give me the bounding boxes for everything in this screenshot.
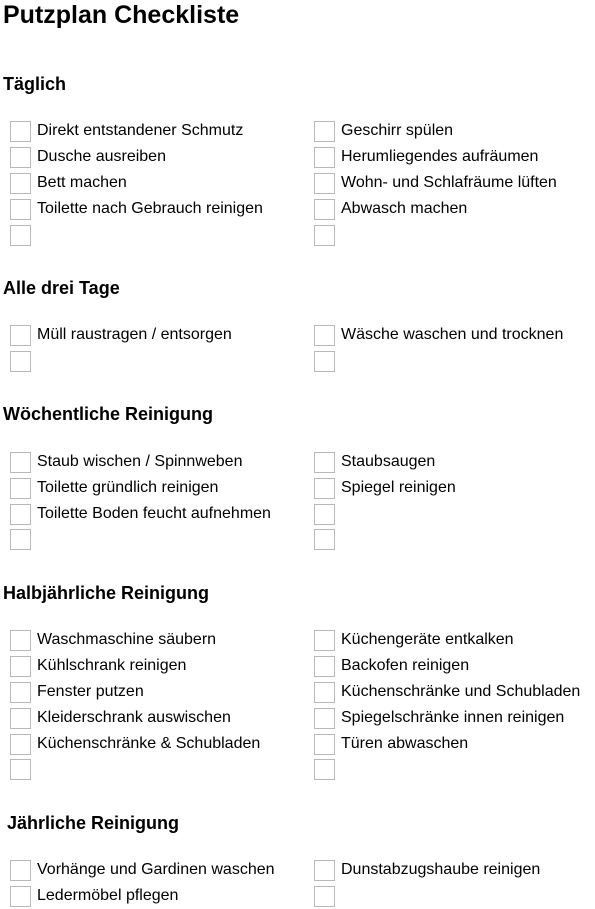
checkbox[interactable] [10,886,31,907]
checklist-item[interactable] [314,146,538,168]
checkbox[interactable] [314,860,335,881]
checkbox[interactable] [10,860,31,881]
checkbox[interactable] [314,121,335,142]
checkbox[interactable] [314,708,335,729]
item-label: Ledermöbel pflegen [37,887,179,904]
checklist-item[interactable] [10,146,166,168]
checkbox[interactable] [314,504,335,525]
checklist-item[interactable] [10,224,37,246]
checkbox[interactable] [314,199,335,220]
checkbox[interactable] [314,478,335,499]
checkbox[interactable] [10,478,31,499]
item-label: Staubsaugen [341,453,436,470]
checkbox[interactable] [314,656,335,677]
checklist-item[interactable] [314,758,341,780]
checkbox[interactable] [10,656,31,677]
checklist-item[interactable] [10,859,275,881]
item-label: Herumliegendes aufräumen [341,148,539,165]
checklist-item[interactable] [10,629,216,651]
item-label: Dusche ausreiben [37,148,166,165]
checklist-item[interactable] [10,885,178,907]
checklist-item[interactable] [10,503,271,525]
checklist-item[interactable] [314,859,540,881]
checklist-item[interactable] [10,324,232,346]
checklist-item[interactable] [314,503,341,525]
item-label: Küchenschränke und Schubladen [341,683,581,700]
item-label: Backofen reinigen [341,657,470,674]
checklist-item[interactable] [10,733,260,755]
item-label: Küchengeräte entkalken [341,631,514,648]
checkbox[interactable] [10,225,31,246]
checkbox[interactable] [10,147,31,168]
item-label: Müll raustragen / entsorgen [37,326,232,343]
item-label: Türen abwaschen [341,735,469,752]
checklist-item[interactable] [314,477,456,499]
checklist-item[interactable] [10,477,218,499]
item-label: Dunstabzugshaube reinigen [341,861,541,878]
checkbox[interactable] [10,682,31,703]
checklist-item[interactable] [10,528,37,550]
section-heading-jaehrlich: Jährliche Reinigung [7,813,180,833]
checklist-item[interactable] [10,120,243,142]
checklist-item[interactable] [10,681,144,703]
checklist-item[interactable] [314,655,469,677]
checklist-item[interactable] [314,451,435,473]
checkbox[interactable] [10,325,31,346]
checkbox[interactable] [314,147,335,168]
checklist-item[interactable] [314,198,467,220]
checklist-item[interactable] [10,655,186,677]
page-title: Putzplan Checkliste [3,1,240,29]
section-heading-taeglich: Täglich [3,74,67,94]
item-label: Toilette Boden feucht aufnehmen [37,505,271,522]
checklist-item[interactable] [314,528,341,550]
checklist-item[interactable] [314,707,564,729]
item-label: Spiegelschränke innen reinigen [341,709,565,726]
checkbox[interactable] [10,734,31,755]
checklist-item[interactable] [314,733,468,755]
checkbox[interactable] [10,630,31,651]
checklist-item[interactable] [10,172,127,194]
section-heading-halbjaehrlich: Halbjährliche Reinigung [3,583,210,603]
checklist-item[interactable] [10,451,242,473]
item-label: Kleiderschrank auswischen [37,709,231,726]
item-label: Geschirr spülen [341,122,454,139]
checkbox[interactable] [314,529,335,550]
checklist-item[interactable] [10,198,263,220]
item-label: Kühlschrank reinigen [37,657,187,674]
checkbox[interactable] [10,173,31,194]
item-label: Bett machen [37,174,127,191]
item-label: Spiegel reinigen [341,479,456,496]
item-label: Toilette gründlich reinigen [37,479,219,496]
checklist-item[interactable] [314,350,341,372]
item-label: Waschmaschine säubern [37,631,217,648]
checkbox[interactable] [314,682,335,703]
item-label: Abwasch machen [341,200,468,217]
section-heading-woechentlich: Wöchentliche Reinigung [3,404,213,424]
checklist-item[interactable] [314,629,514,651]
checkbox[interactable] [314,759,335,780]
checkbox[interactable] [314,173,335,194]
checklist-item[interactable] [314,224,341,246]
checklist-item[interactable] [314,324,563,346]
item-label: Staub wischen / Spinnweben [37,453,243,470]
checkbox[interactable] [10,452,31,473]
item-label: Wohn- und Schlafräume lüften [341,174,557,191]
checklist-item[interactable] [314,681,580,703]
item-label: Fenster putzen [37,683,144,700]
checkbox[interactable] [10,504,31,525]
checkbox[interactable] [314,630,335,651]
checkbox[interactable] [10,351,31,372]
checkbox[interactable] [10,708,31,729]
checklist-item[interactable] [314,172,557,194]
item-label: Direkt entstandener Schmutz [37,122,244,139]
item-label: Vorhänge und Gardinen waschen [37,861,275,878]
checkbox[interactable] [314,886,335,907]
checkbox[interactable] [314,734,335,755]
checklist-item[interactable] [314,885,341,907]
checklist-item[interactable] [10,707,231,729]
section-heading-alle-drei-tage: Alle drei Tage [3,278,120,298]
checkbox[interactable] [10,121,31,142]
checkbox[interactable] [314,351,335,372]
item-label: Küchenschränke & Schubladen [37,735,261,752]
checkbox[interactable] [10,759,31,780]
checklist-item[interactable] [314,120,453,142]
item-label: Toilette nach Gebrauch reinigen [37,200,263,217]
checkbox[interactable] [10,529,31,550]
checklist-item[interactable] [10,758,37,780]
checkbox[interactable] [314,325,335,346]
checkbox[interactable] [314,225,335,246]
checkbox[interactable] [10,199,31,220]
checkbox[interactable] [314,452,335,473]
checklist-item[interactable] [10,350,37,372]
item-label: Wäsche waschen und trocknen [341,326,564,343]
